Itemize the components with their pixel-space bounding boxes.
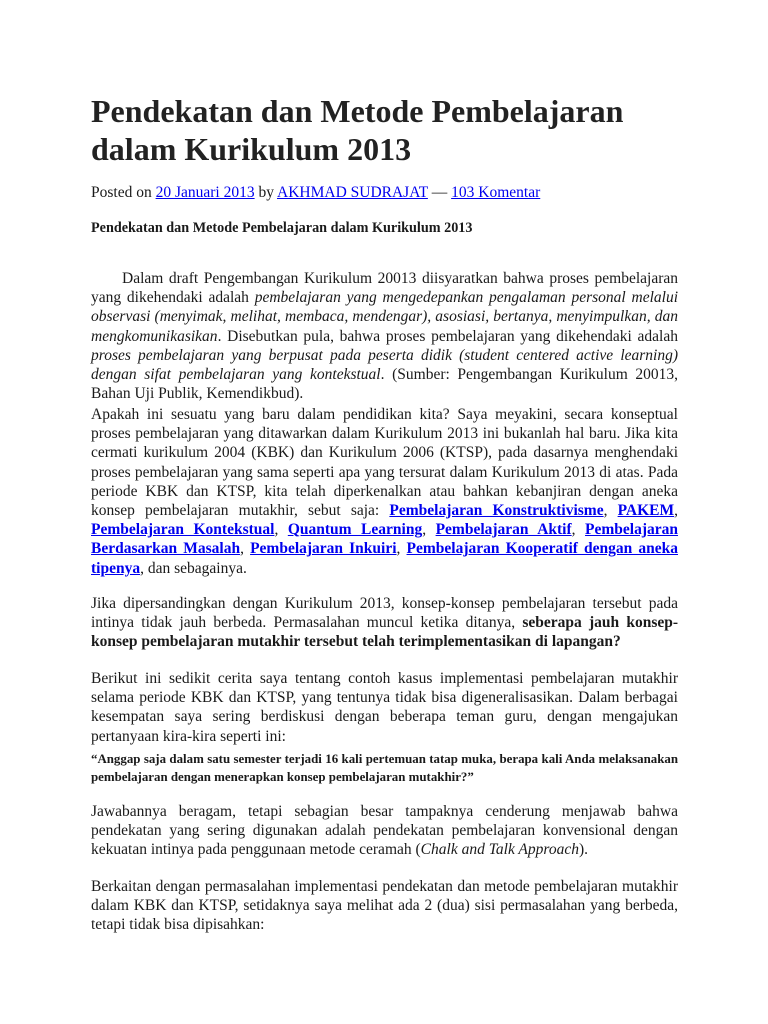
paragraph-6: Berkaitan dengan permasalahan implementasi pendekatan dan metode pembelajaran mutakhir dalam KBK dan KTSP, setidaknya saya melihat ada 2 (dua) sisi permasalahan yang berbeda, tetapi tidak bisa dipisahkan: — [91, 878, 678, 934]
link-konstruktivisme[interactable]: Pembelajaran Konstruktivisme — [389, 502, 604, 520]
separator: , — [422, 521, 436, 539]
link-pembelajaran-aktif[interactable]: Pembelajaran Aktif — [435, 521, 572, 539]
separator: , — [603, 502, 618, 520]
p1-italic-d: proses pembelajaran yang berpusat pada peserta didik (student centered active learning) dengan sifat pembelajaran yang kontekstual — [91, 346, 678, 384]
p3-text: Jika dipersandingkan dengan Kurikulum 2013, konsep-konsep pembelajaran tersebut pada intinya tidak jauh berbeda. Permasalahan muncul ketika ditanya, — [91, 595, 678, 632]
paragraph-4: Berikut ini sedikit cerita saya tentang contoh kasus implementasi pembelajaran mutakhir selama periode KBK dan KTSP, yang tentunya tidak bisa digeneralisasikan. Dalam berbagai kesempatan saya sering berdiskusi dengan beberapa teman guru, dengan mengajukan pertanyaan kira-kira seperti ini: — [91, 670, 678, 745]
link-kooperatif[interactable]: Pembelajaran Kooperatif dengan aneka tipenya — [91, 540, 679, 577]
separator: , — [674, 502, 679, 520]
p1-text-e: . (Sumber: Pengembangan Kurikulum 20013, Bahan Uji Publik, Kemendikbud). — [91, 366, 678, 403]
p2-text: Apakah ini sesuatu yang baru dalam pendidikan kita? Saya meyakini, secara konseptual proses pembelajaran yang ditawarkan dalam Kurikulum 2013 ini bukanlah hal baru. Jika kita cermati kurikulum 2004 (KBK) dan Kurikulum 2006 (KTSP), pada dasarnya menghendaki proses pembelajaran yang sama seperti apa yang tersurat dalam Kurikulum 2013 di atas. Pada periode KBK dan KTSP, kita telah diperkenalkan atau bahkan kebanjiran dengan aneka konsep pembelajaran mutakhir, sebut saja: — [91, 406, 678, 520]
by-label: by — [258, 184, 274, 201]
paragraph-2 — [91, 405, 678, 578]
paragraph-1 — [91, 269, 678, 403]
p1-text-c: . Disebutkan pula, bahwa proses pembelajaran yang dikehendaki adalah — [217, 327, 678, 345]
link-berdasarkan-masalah[interactable]: Pembelajaran Berdasarkan Masalah — [91, 521, 679, 558]
meta-dash: — — [431, 184, 448, 201]
p3-bold: seberapa jauh konsep-konsep pembelajaran mutakhir tersebut telah terimplementasikan di lapangan? — [91, 614, 679, 651]
p5-text-c: ). — [578, 841, 589, 859]
p5-italic: Chalk and Talk Approach — [420, 841, 579, 859]
p2-end: , dan sebagainya. — [140, 559, 247, 577]
page-title: Pendekatan dan Metode Pembelajaran dalam Kurikulum 2013 — [91, 93, 624, 167]
separator: , — [396, 540, 407, 558]
paragraph-3 — [91, 594, 678, 652]
link-kontekstual[interactable]: Pembelajaran Kontekstual — [91, 521, 275, 539]
article-subtitle: Pendekatan dan Metode Pembelajaran dalam Kurikulum 2013 — [91, 220, 473, 236]
post-date-link[interactable]: 20 Januari 2013 — [155, 184, 255, 201]
link-quantum-learning[interactable]: Quantum Learning — [287, 521, 423, 539]
post-meta — [91, 183, 540, 203]
comments-link[interactable]: 103 Komentar — [451, 184, 541, 201]
paragraph-5 — [91, 802, 678, 860]
separator: , — [240, 540, 251, 558]
blockquote: “Anggap saja dalam satu semester terjadi 16 kali pertemuan tatap muka, berapa kali Anda melaksanakan pembelajaran dengan menerapkan konsep pembelajaran mutakhir?” — [91, 752, 678, 784]
link-inkuiri[interactable]: Pembelajaran Inkuiri — [250, 540, 397, 558]
author-link[interactable]: AKHMAD SUDRAJAT — [277, 184, 428, 201]
p1-italic-b: pembelajaran yang mengedepankan pengalaman personal melalui observasi (menyimak, melihat, membaca, mendengar), asosiasi, bertanya, menyimpulkan, dan mengkomunikasikan — [91, 289, 679, 345]
posted-on-label: Posted on — [91, 184, 152, 201]
separator: , — [571, 521, 586, 539]
p1-text-a: Dalam draft Pengembangan Kurikulum 20013 diisyaratkan bahwa proses pembelajaran yang dikehendaki adalah — [91, 270, 678, 307]
separator: , — [274, 521, 288, 539]
p5-text-a: Jawabannya beragam, tetapi sebagian besar tampaknya cenderung menjawab bahwa pendekatan yang sering digunakan adalah pendekatan pembelajaran konvensional dengan kekuatan intinya pada penggunaan metode ceramah ( — [91, 803, 678, 859]
link-pakem[interactable]: PAKEM — [617, 502, 675, 520]
